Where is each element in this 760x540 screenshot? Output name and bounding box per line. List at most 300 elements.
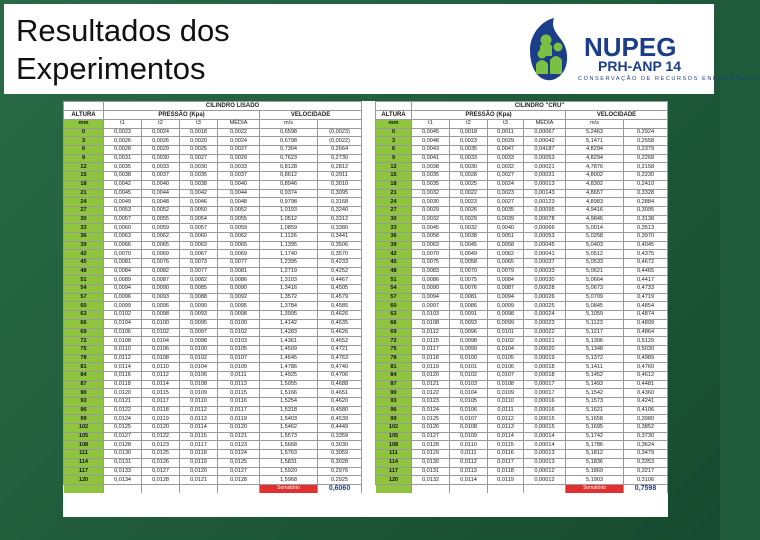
value-cell: 0,0107 <box>218 354 260 363</box>
value-cell: 5,0673 <box>566 285 624 294</box>
value-cell: 0,0106 <box>104 328 142 337</box>
unit-cell: mm <box>376 120 412 129</box>
value-cell: 0,0087 <box>488 285 524 294</box>
value-cell: 5,1812 <box>566 450 624 459</box>
value-cell: 5,1742 <box>566 432 624 441</box>
unit-cell <box>318 120 362 129</box>
altura-cell: 48 <box>64 267 104 276</box>
altura-cell: 57 <box>64 293 104 302</box>
value-cell: 5,1123 <box>566 319 624 328</box>
value-cell: 1,5055 <box>260 380 318 389</box>
table-row <box>376 267 668 276</box>
value-cell: 5,1695 <box>566 424 624 433</box>
empty-cell <box>450 484 488 493</box>
value-cell: 0,4864 <box>624 328 668 337</box>
value-cell: 5,1452 <box>566 371 624 380</box>
value-cell: 0,0115 <box>488 441 524 450</box>
value-cell: 0,0118 <box>142 406 180 415</box>
value-cell: 0,0042 <box>180 189 218 198</box>
empty-cell <box>376 102 412 111</box>
value-cell: 0,0112 <box>450 458 488 467</box>
table-row <box>64 476 362 485</box>
value-cell: 1,1740 <box>260 250 318 259</box>
value-cell: 0,9374 <box>260 189 318 198</box>
empty-cell <box>488 484 524 493</box>
altura-cell: 90 <box>64 389 104 398</box>
altura-cell: 33 <box>376 224 412 233</box>
value-cell: 0,3106 <box>624 476 668 485</box>
altura-cell: 12 <box>376 163 412 172</box>
value-cell: 5,1621 <box>566 406 624 415</box>
value-cell: 0,0025 <box>450 180 488 189</box>
value-cell: 0,0023 <box>104 128 142 137</box>
value-cell: 0,0109 <box>488 389 524 398</box>
unit-cell: mm <box>64 120 104 129</box>
unit-cell: t2 <box>450 120 488 129</box>
value-cell: 0,0082 <box>142 267 180 276</box>
value-cell: 0,0075 <box>450 276 488 285</box>
value-cell: 0,0086 <box>218 276 260 285</box>
value-cell: 0,4375 <box>624 250 668 259</box>
table-row <box>376 163 668 172</box>
value-cell: 0,0127 <box>412 432 450 441</box>
value-cell: 1,5968 <box>260 476 318 485</box>
table-row <box>64 128 362 137</box>
value-cell: 0,0063 <box>104 232 142 241</box>
altura-cell: 0 <box>376 128 412 137</box>
altura-cell: 69 <box>376 328 412 337</box>
empty-cell <box>64 102 104 111</box>
value-cell: 0,0048 <box>218 198 260 207</box>
table-row <box>64 371 362 380</box>
value-cell: 0,0099 <box>450 345 488 354</box>
value-cell: 0,0104 <box>142 337 180 346</box>
value-cell: 0,0092 <box>218 293 260 302</box>
altura-cell: 114 <box>64 458 104 467</box>
value-cell: 0,0103 <box>412 311 450 320</box>
value-cell: 0,00017 <box>524 389 566 398</box>
altura-cell: 54 <box>64 285 104 294</box>
altura-cell: 87 <box>64 380 104 389</box>
value-cell: 0,0033 <box>488 154 524 163</box>
value-cell: 1,4786 <box>260 363 318 372</box>
value-cell: 1,4645 <box>260 354 318 363</box>
table-row <box>376 458 668 467</box>
value-cell: 0,0082 <box>180 276 218 285</box>
altura-cell: 81 <box>64 363 104 372</box>
table-row <box>64 467 362 476</box>
table-row <box>64 441 362 450</box>
altura-cell: 72 <box>64 337 104 346</box>
value-cell: 0,3168 <box>318 198 362 207</box>
sum-label: Somatório <box>260 484 318 493</box>
value-cell: 5,0664 <box>566 276 624 285</box>
table-row <box>64 241 362 250</box>
value-cell: 0,00042 <box>524 137 566 146</box>
table-row <box>376 276 668 285</box>
table-row <box>64 163 362 172</box>
value-cell: 1,3416 <box>260 285 318 294</box>
value-cell: 4,9846 <box>566 215 624 224</box>
altura-cell: 51 <box>64 276 104 285</box>
table-row <box>376 293 668 302</box>
value-cell: 0,0121 <box>180 476 218 485</box>
value-cell: 0,0097 <box>412 302 450 311</box>
value-cell: 0,0032 <box>488 163 524 172</box>
table-row <box>64 354 362 363</box>
value-cell: 0,0127 <box>142 467 180 476</box>
table-row <box>376 206 668 215</box>
value-cell: 0,0058 <box>450 259 488 268</box>
value-cell: 0,0081 <box>450 293 488 302</box>
table-row <box>64 267 362 276</box>
value-cell: 0,2911 <box>318 172 362 181</box>
altura-cell: 3 <box>376 137 412 146</box>
page-title <box>16 12 230 88</box>
empty-cell <box>218 484 260 493</box>
value-cell: 0,0107 <box>450 415 488 424</box>
value-cell: 0,0093 <box>450 319 488 328</box>
table-row <box>64 345 362 354</box>
table-row <box>376 328 668 337</box>
value-cell: 0,0037 <box>218 172 260 181</box>
value-cell: 0,00024 <box>524 311 566 320</box>
value-cell: 0,3095 <box>624 206 668 215</box>
value-cell: 0,0035 <box>180 172 218 181</box>
value-cell: 0,00021 <box>524 337 566 346</box>
altura-cell: 21 <box>64 189 104 198</box>
value-cell: 0,0116 <box>488 450 524 459</box>
value-cell: 0,4045 <box>624 241 668 250</box>
value-cell: 0,0045 <box>450 241 488 250</box>
empty-cell <box>104 484 142 493</box>
value-cell: 0,00066 <box>524 224 566 233</box>
value-cell: 1,5668 <box>260 441 318 450</box>
value-cell: 0,0124 <box>218 450 260 459</box>
value-cell: 0,4449 <box>318 424 362 433</box>
value-cell: 0,0127 <box>218 467 260 476</box>
table-row <box>64 424 362 433</box>
value-cell: 0,0117 <box>218 406 260 415</box>
value-cell: 0,0105 <box>218 345 260 354</box>
value-cell: 0,0027 <box>218 146 260 155</box>
value-cell: 0,4612 <box>624 371 668 380</box>
table-row <box>64 206 362 215</box>
altura-cell: 63 <box>376 311 412 320</box>
altura-cell: 96 <box>64 406 104 415</box>
value-cell: 0,0126 <box>412 424 450 433</box>
value-cell: 0,0104 <box>104 319 142 328</box>
table-row <box>376 302 668 311</box>
value-cell: 0,0054 <box>180 215 218 224</box>
value-cell: 1,2395 <box>260 259 318 268</box>
value-cell: 0,0059 <box>142 224 180 233</box>
value-cell: 0,0110 <box>450 441 488 450</box>
value-cell: 0,00022 <box>524 328 566 337</box>
value-cell: 0,0104 <box>450 389 488 398</box>
value-cell: 0,4252 <box>318 267 362 276</box>
value-cell: 0,0033 <box>142 163 180 172</box>
table-row <box>376 380 668 389</box>
value-cell: 0,0018 <box>450 128 488 137</box>
value-cell: 0,0110 <box>104 345 142 354</box>
value-cell: 0,0100 <box>450 354 488 363</box>
value-cell: 0,00067 <box>524 128 566 137</box>
table-row <box>64 302 362 311</box>
value-cell: 0,4241 <box>624 398 668 407</box>
value-cell: 0,4626 <box>318 328 362 337</box>
value-cell: 0,4651 <box>318 389 362 398</box>
value-cell: 0,00143 <box>524 189 566 198</box>
value-cell: 0,0027 <box>488 198 524 207</box>
value-cell: 0,0030 <box>412 198 450 207</box>
altura-cell: 48 <box>376 267 412 276</box>
header-altura: ALTURA <box>376 111 412 120</box>
value-cell: (0,0023) <box>318 128 362 137</box>
value-cell: 0,0086 <box>412 276 450 285</box>
value-cell: 0,4626 <box>318 311 362 320</box>
value-cell: 0,0100 <box>180 345 218 354</box>
table-row <box>376 467 668 476</box>
altura-cell: 60 <box>64 302 104 311</box>
table-row <box>64 285 362 294</box>
value-cell: 0,0106 <box>180 371 218 380</box>
value-cell: 0,0057 <box>104 215 142 224</box>
table-row <box>376 259 668 268</box>
value-cell: 0,0076 <box>142 259 180 268</box>
value-cell: 0,4719 <box>624 293 668 302</box>
value-cell: 0,0105 <box>488 354 524 363</box>
value-cell: 1,4361 <box>260 337 318 346</box>
value-cell: 0,0044 <box>142 189 180 198</box>
value-cell: 0,0062 <box>142 232 180 241</box>
value-cell: 0,4874 <box>624 311 668 320</box>
value-cell: 5,2463 <box>566 128 624 137</box>
header-altura: ALTURA <box>64 111 104 120</box>
empty-cell <box>64 484 104 493</box>
value-cell: 0,00023 <box>524 319 566 328</box>
value-cell: 0,4465 <box>624 267 668 276</box>
value-cell: 0,0118 <box>104 380 142 389</box>
value-cell: 5,1786 <box>566 441 624 450</box>
value-cell: 0,2268 <box>624 154 668 163</box>
value-cell: 5,0512 <box>566 250 624 259</box>
altura-cell: 75 <box>64 345 104 354</box>
value-cell: 0,0106 <box>488 363 524 372</box>
value-cell: 1,4925 <box>260 371 318 380</box>
value-cell: 0,2379 <box>624 146 668 155</box>
value-cell: 0,0098 <box>488 311 524 320</box>
value-cell: 0,0117 <box>488 458 524 467</box>
value-cell: 0,0113 <box>218 380 260 389</box>
table-row <box>376 180 668 189</box>
altura-cell: 21 <box>376 189 412 198</box>
value-cell: 0,0109 <box>218 363 260 372</box>
value-cell: 0,0114 <box>142 380 180 389</box>
value-cell: 5,0709 <box>566 293 624 302</box>
value-cell: 0,0116 <box>218 398 260 407</box>
altura-cell: 57 <box>376 293 412 302</box>
value-cell: 0,4505 <box>318 285 362 294</box>
value-cell: 5,1573 <box>566 398 624 407</box>
table-row <box>64 328 362 337</box>
value-cell: 0,00041 <box>524 250 566 259</box>
value-cell: 1,5318 <box>260 406 318 415</box>
altura-cell: 24 <box>64 198 104 207</box>
value-cell: 0,0090 <box>218 285 260 294</box>
value-cell: 5,1306 <box>566 337 624 346</box>
table-row <box>376 389 668 398</box>
value-cell: 0,0118 <box>180 450 218 459</box>
value-cell: 0,0125 <box>218 458 260 467</box>
value-cell: 5,1542 <box>566 389 624 398</box>
value-cell: 0,4233 <box>318 259 362 268</box>
value-cell: 0,0032 <box>450 224 488 233</box>
value-cell: 0,0011 <box>488 128 524 137</box>
value-cell: 0,0032 <box>412 189 450 198</box>
value-cell: 0,0109 <box>450 432 488 441</box>
value-cell: 0,0121 <box>412 380 450 389</box>
value-cell: 0,0018 <box>180 128 218 137</box>
value-cell: 0,0112 <box>412 328 450 337</box>
value-cell: 0,4733 <box>624 285 668 294</box>
value-cell: 4,8302 <box>566 180 624 189</box>
table-row <box>376 154 668 163</box>
value-cell: 0,0050 <box>180 206 218 215</box>
value-cell: 5,0621 <box>566 267 624 276</box>
value-cell: 0,0121 <box>218 432 260 441</box>
value-cell: 0,0086 <box>450 302 488 311</box>
table-row <box>64 172 362 181</box>
value-cell: 0,0058 <box>412 232 450 241</box>
unit-cell: MÉDIA <box>218 120 260 129</box>
altura-cell: 108 <box>64 441 104 450</box>
altura-cell: 78 <box>64 354 104 363</box>
value-cell: 0,0057 <box>180 224 218 233</box>
altura-cell: 114 <box>376 458 412 467</box>
value-cell: 0,00031 <box>524 172 566 181</box>
value-cell: 0,0065 <box>488 259 524 268</box>
value-cell: 1,1126 <box>260 232 318 241</box>
value-cell: 0,0037 <box>142 172 180 181</box>
value-cell: 0,0119 <box>412 363 450 372</box>
value-cell: 0,3970 <box>624 232 668 241</box>
value-cell: 0,3059 <box>318 450 362 459</box>
value-cell: 0,00019 <box>524 354 566 363</box>
value-cell: 0,2884 <box>624 198 668 207</box>
value-cell: 0,0039 <box>488 215 524 224</box>
unit-cell <box>624 120 668 129</box>
value-cell: 5,0533 <box>566 259 624 268</box>
value-cell: 0,0030 <box>180 163 218 172</box>
table-row <box>376 250 668 259</box>
altura-cell: 81 <box>376 363 412 372</box>
value-cell: 0,8946 <box>260 180 318 189</box>
value-cell: 0,4585 <box>318 302 362 311</box>
altura-cell: 78 <box>376 354 412 363</box>
value-cell: 0,0029 <box>412 206 450 215</box>
title-line-1: Resultados dos <box>16 13 230 48</box>
value-cell: 0,0119 <box>218 415 260 424</box>
value-cell: 5,1059 <box>566 311 624 320</box>
value-cell: 0,9798 <box>260 198 318 207</box>
table-row <box>64 363 362 372</box>
value-cell: 5,0403 <box>566 241 624 250</box>
table-row <box>64 154 362 163</box>
value-cell: 0,0049 <box>104 198 142 207</box>
value-cell: 0,0095 <box>218 302 260 311</box>
value-cell: 0,0035 <box>412 180 450 189</box>
empty-cell <box>180 484 218 493</box>
value-cell: 0,0128 <box>218 476 260 485</box>
table-row <box>64 432 362 441</box>
value-cell: 0,0118 <box>412 354 450 363</box>
value-cell: 0,4854 <box>624 302 668 311</box>
altura-cell: 93 <box>64 398 104 407</box>
value-cell: 0,0102 <box>488 337 524 346</box>
value-cell: 1,5403 <box>260 415 318 424</box>
unit-cell: m/s <box>566 120 624 129</box>
value-cell: 0,0035 <box>488 206 524 215</box>
value-cell: 0,00033 <box>524 267 566 276</box>
value-cell: 0,0035 <box>104 163 142 172</box>
value-cell: 0,00016 <box>524 398 566 407</box>
table-row <box>376 337 668 346</box>
value-cell: 0,0113 <box>488 424 524 433</box>
altura-cell: 0 <box>64 128 104 137</box>
value-cell: 0,0102 <box>180 354 218 363</box>
value-cell: 0,0100 <box>142 319 180 328</box>
value-cell: 0,5030 <box>624 345 668 354</box>
value-cell: 0,0042 <box>104 180 142 189</box>
value-cell: 0,2664 <box>318 146 362 155</box>
value-cell: 0,0060 <box>180 232 218 241</box>
value-cell: 0,0120 <box>180 467 218 476</box>
value-cell: 0,0108 <box>488 380 524 389</box>
value-cell: 5,1411 <box>566 363 624 372</box>
altura-cell: 120 <box>376 476 412 485</box>
altura-cell: 72 <box>376 337 412 346</box>
altura-cell: 99 <box>376 415 412 424</box>
value-cell: 0,0128 <box>104 441 142 450</box>
unit-cell: t3 <box>180 120 218 129</box>
value-cell: 1,5831 <box>260 458 318 467</box>
value-cell: 0,0069 <box>218 250 260 259</box>
table-row <box>64 189 362 198</box>
table-row <box>64 406 362 415</box>
altura-cell: 90 <box>376 389 412 398</box>
value-cell: 0,0099 <box>488 319 524 328</box>
value-cell: 0,4467 <box>318 276 362 285</box>
table-row <box>64 450 362 459</box>
table-row <box>64 319 362 328</box>
value-cell: 0,0133 <box>104 467 142 476</box>
altura-cell: 84 <box>64 371 104 380</box>
value-cell: 0,4672 <box>624 259 668 268</box>
value-cell: 0,0024 <box>218 137 260 146</box>
value-cell: 0,6798 <box>260 137 318 146</box>
value-cell: 0,0032 <box>412 215 450 224</box>
altura-cell: 30 <box>64 215 104 224</box>
table-row <box>376 285 668 294</box>
altura-cell: 84 <box>376 371 412 380</box>
table-row <box>376 363 668 372</box>
value-cell: 0,0045 <box>412 224 450 233</box>
value-cell: 0,0038 <box>412 163 450 172</box>
value-cell: 0,0026 <box>142 137 180 146</box>
value-cell: 0,0109 <box>180 389 218 398</box>
value-cell: 0,0114 <box>180 424 218 433</box>
